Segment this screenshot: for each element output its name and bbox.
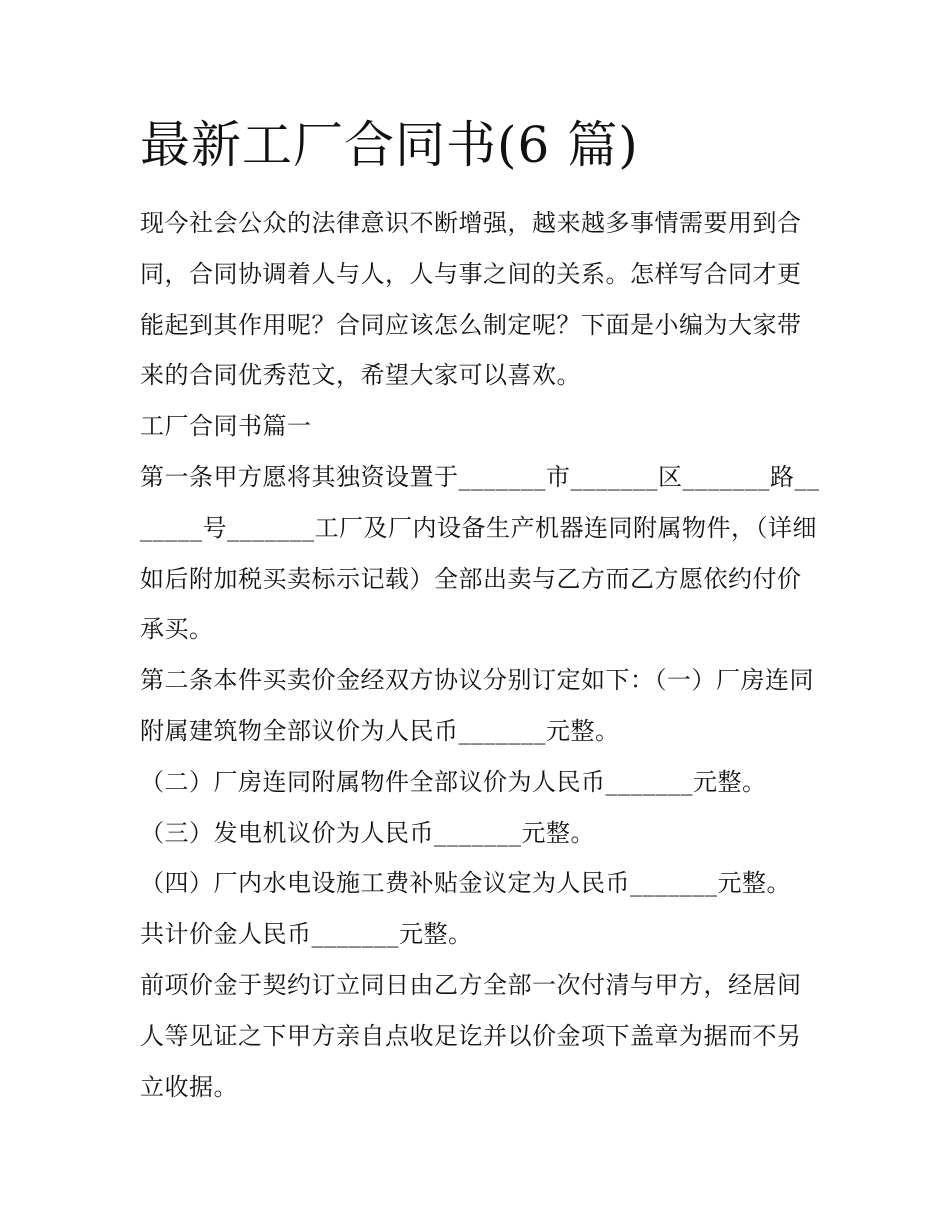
price-item-three: （三）发电机议价为人民币_______元整。	[140, 818, 595, 847]
section-heading: 工厂合同书篇一	[140, 412, 312, 441]
intro-paragraph: 现今社会公众的法律意识不断增强，越来越多事情需要用到合同，合同协调着人与人，人与事之间的关系。怎样写合同才更能起到其作用呢？合同应该怎么制定呢？下面是小编为大家带来的合同优秀范文，希望大家可以喜欢。	[140, 209, 802, 390]
document-body	[140, 198, 820, 1112]
price-total: 共计价金人民币_______元整。	[140, 920, 473, 949]
price-item-four: （四）厂内水电设施工费补贴金议定为人民币_______元整。	[140, 869, 791, 898]
article-two-paragraph: 第二条本件买卖价金经双方协议分别订定如下：（一）厂房连同附属建筑物全部议价为人民币_______元整。	[140, 666, 814, 745]
document-title: 最新工厂合同书(6 篇)	[140, 116, 639, 174]
payment-paragraph: 前项价金于契约订立同日由乙方全部一次付清与甲方，经居间人等见证之下甲方亲自点收足讫并以价金项下盖章为据而不另立收据。	[140, 970, 802, 1101]
price-item-two: （二）厂房连同附属物件全部议价为人民币_______元整。	[140, 767, 767, 796]
article-one-paragraph: 第一条甲方愿将其独资设置于_______市_______区_______路_______号_______工厂及厂内设备生产机器连同附属物件，（详细如后附加税买卖标示记载）全部出卖与乙方而乙方愿依约付价承买。	[140, 462, 820, 644]
